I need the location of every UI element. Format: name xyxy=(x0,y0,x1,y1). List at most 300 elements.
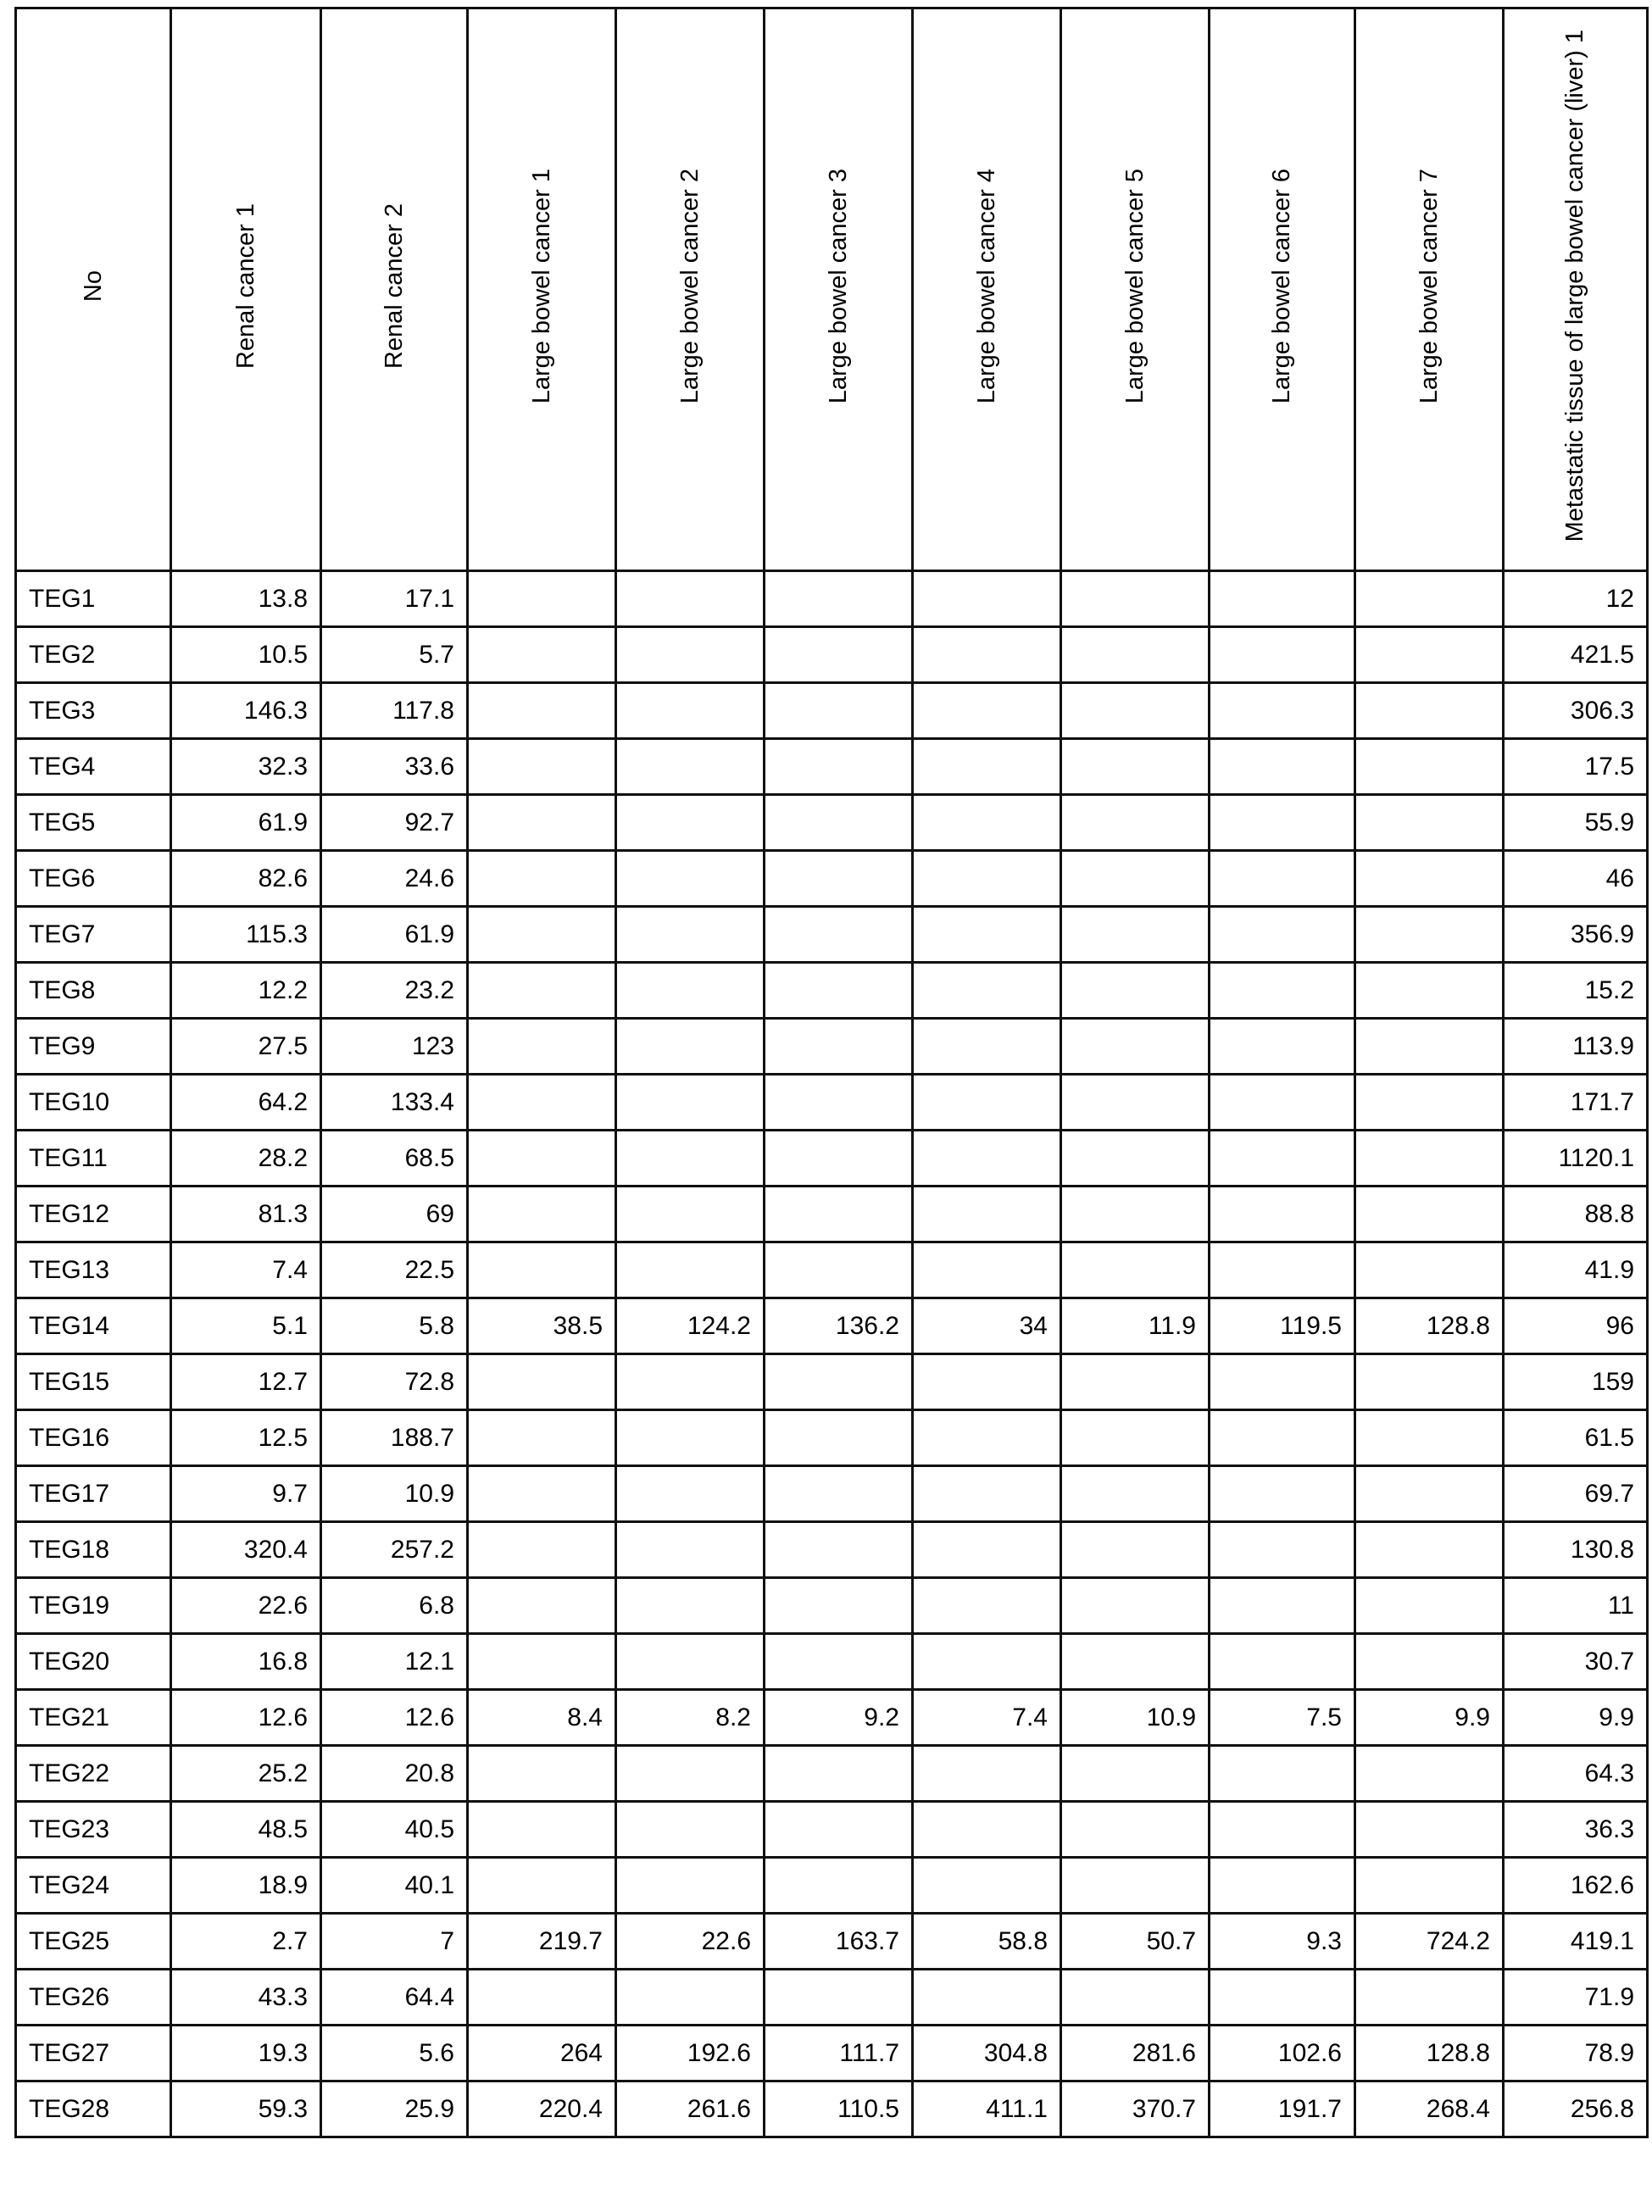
value-cell xyxy=(913,1858,1061,1914)
column-header-label: Renal cancer 2 xyxy=(379,203,409,369)
value-cell: 36.3 xyxy=(1504,1802,1648,1858)
value-cell xyxy=(468,963,616,1019)
value-cell xyxy=(913,907,1061,963)
value-cell xyxy=(1355,739,1504,795)
value-cell: 9.3 xyxy=(1210,1914,1355,1970)
value-cell xyxy=(468,627,616,683)
table-row xyxy=(16,1578,1648,1634)
column-header-label: No xyxy=(78,270,108,302)
value-cell xyxy=(1061,963,1210,1019)
value-cell xyxy=(468,1970,616,2026)
value-cell xyxy=(468,1634,616,1690)
value-cell: 12.5 xyxy=(171,1410,321,1466)
row-id-cell: TEG24 xyxy=(16,1858,171,1914)
value-cell xyxy=(913,795,1061,851)
value-cell: 5.6 xyxy=(321,2026,468,2081)
value-cell: 19.3 xyxy=(171,2026,321,2081)
value-cell xyxy=(765,1410,913,1466)
value-cell: 10.5 xyxy=(171,627,321,683)
value-cell xyxy=(616,1634,765,1690)
value-cell xyxy=(1210,1410,1355,1466)
row-id-cell: TEG11 xyxy=(16,1131,171,1187)
value-cell xyxy=(913,1075,1061,1131)
value-cell xyxy=(913,1578,1061,1634)
value-cell xyxy=(616,1075,765,1131)
table-row xyxy=(16,907,1648,963)
value-cell xyxy=(913,1466,1061,1522)
value-cell xyxy=(913,683,1061,739)
table-row xyxy=(16,683,1648,739)
row-id-cell: TEG27 xyxy=(16,2026,171,2081)
row-id-cell: TEG4 xyxy=(16,739,171,795)
column-header-label: Large bowel cancer 1 xyxy=(526,169,557,403)
value-cell xyxy=(468,1522,616,1578)
value-cell xyxy=(1061,739,1210,795)
table-row xyxy=(16,851,1648,907)
table-row xyxy=(16,1242,1648,1298)
value-cell: 136.2 xyxy=(765,1298,913,1354)
table-row xyxy=(16,1019,1648,1075)
value-cell: 69 xyxy=(321,1187,468,1242)
value-cell xyxy=(765,1746,913,1802)
value-cell: 117.8 xyxy=(321,683,468,739)
value-cell xyxy=(765,907,913,963)
value-cell: 12.7 xyxy=(171,1354,321,1410)
value-cell: 71.9 xyxy=(1504,1970,1648,2026)
value-cell: 130.8 xyxy=(1504,1522,1648,1578)
value-cell xyxy=(765,683,913,739)
value-cell: 28.2 xyxy=(171,1131,321,1187)
value-cell xyxy=(1355,1242,1504,1298)
value-cell xyxy=(1210,1578,1355,1634)
value-cell: 356.9 xyxy=(1504,907,1648,963)
table-row xyxy=(16,1970,1648,2026)
value-cell: 268.4 xyxy=(1355,2081,1504,2137)
table-row xyxy=(16,963,1648,1019)
value-cell: 724.2 xyxy=(1355,1914,1504,1970)
value-cell: 22.6 xyxy=(171,1578,321,1634)
value-cell: 10.9 xyxy=(321,1466,468,1522)
row-id-cell: TEG23 xyxy=(16,1802,171,1858)
value-cell xyxy=(1061,1466,1210,1522)
table-row xyxy=(16,1522,1648,1578)
value-cell xyxy=(468,1187,616,1242)
value-cell xyxy=(1061,1075,1210,1131)
value-cell: 10.9 xyxy=(1061,1690,1210,1746)
table-row xyxy=(16,1187,1648,1242)
value-cell xyxy=(1210,1634,1355,1690)
value-cell xyxy=(616,795,765,851)
value-cell xyxy=(1355,1746,1504,1802)
value-cell: 102.6 xyxy=(1210,2026,1355,2081)
value-cell: 81.3 xyxy=(171,1187,321,1242)
value-cell: 12.6 xyxy=(321,1690,468,1746)
value-cell xyxy=(913,1802,1061,1858)
value-cell: 88.8 xyxy=(1504,1187,1648,1242)
value-cell: 9.9 xyxy=(1355,1690,1504,1746)
value-cell: 123 xyxy=(321,1019,468,1075)
row-id-cell: TEG5 xyxy=(16,795,171,851)
value-cell xyxy=(616,1410,765,1466)
row-id-cell: TEG12 xyxy=(16,1187,171,1242)
value-cell xyxy=(1210,851,1355,907)
value-cell xyxy=(1061,1019,1210,1075)
value-cell xyxy=(1061,683,1210,739)
row-id-cell: TEG28 xyxy=(16,2081,171,2137)
value-cell: 6.8 xyxy=(321,1578,468,1634)
value-cell: 1120.1 xyxy=(1504,1131,1648,1187)
value-cell: 8.4 xyxy=(468,1690,616,1746)
value-cell xyxy=(1355,963,1504,1019)
value-cell xyxy=(765,1634,913,1690)
value-cell xyxy=(1210,907,1355,963)
value-cell: 128.8 xyxy=(1355,1298,1504,1354)
value-cell xyxy=(1355,683,1504,739)
row-id-cell: TEG14 xyxy=(16,1298,171,1354)
value-cell: 411.1 xyxy=(913,2081,1061,2137)
value-cell xyxy=(1061,1187,1210,1242)
row-id-cell: TEG16 xyxy=(16,1410,171,1466)
column-header-label: Large bowel cancer 5 xyxy=(1120,169,1150,403)
value-cell xyxy=(765,1187,913,1242)
value-cell xyxy=(616,963,765,1019)
row-id-cell: TEG17 xyxy=(16,1466,171,1522)
value-cell: 12.1 xyxy=(321,1634,468,1690)
value-cell: 23.2 xyxy=(321,963,468,1019)
value-cell xyxy=(765,1019,913,1075)
value-cell: 43.3 xyxy=(171,1970,321,2026)
value-cell xyxy=(1355,1019,1504,1075)
value-cell xyxy=(913,851,1061,907)
value-cell xyxy=(468,683,616,739)
value-cell xyxy=(1210,1242,1355,1298)
value-cell xyxy=(1061,1354,1210,1410)
value-cell xyxy=(468,795,616,851)
value-cell xyxy=(1210,1466,1355,1522)
value-cell xyxy=(468,1075,616,1131)
value-cell xyxy=(1210,795,1355,851)
value-cell: 22.5 xyxy=(321,1242,468,1298)
value-cell xyxy=(1210,1858,1355,1914)
value-cell xyxy=(1355,851,1504,907)
value-cell xyxy=(616,1578,765,1634)
row-id-cell: TEG20 xyxy=(16,1634,171,1690)
value-cell: 30.7 xyxy=(1504,1634,1648,1690)
value-cell xyxy=(468,571,616,627)
value-cell: 421.5 xyxy=(1504,627,1648,683)
value-cell: 82.6 xyxy=(171,851,321,907)
value-cell xyxy=(913,963,1061,1019)
value-cell xyxy=(913,571,1061,627)
value-cell xyxy=(616,1858,765,1914)
value-cell: 370.7 xyxy=(1061,2081,1210,2137)
value-cell: 11 xyxy=(1504,1578,1648,1634)
value-cell xyxy=(765,1970,913,2026)
value-cell: 7.4 xyxy=(171,1242,321,1298)
row-id-cell: TEG10 xyxy=(16,1075,171,1131)
value-cell xyxy=(1210,683,1355,739)
value-cell: 119.5 xyxy=(1210,1298,1355,1354)
value-cell xyxy=(913,1131,1061,1187)
table-row xyxy=(16,1298,1648,1354)
column-header xyxy=(1061,8,1210,571)
table-row xyxy=(16,2026,1648,2081)
value-cell: 92.7 xyxy=(321,795,468,851)
value-cell xyxy=(468,1746,616,1802)
value-cell: 27.5 xyxy=(171,1019,321,1075)
value-cell: 7.5 xyxy=(1210,1690,1355,1746)
value-cell: 257.2 xyxy=(321,1522,468,1578)
column-header xyxy=(765,8,913,571)
value-cell: 9.7 xyxy=(171,1466,321,1522)
value-cell xyxy=(616,1019,765,1075)
column-header xyxy=(616,8,765,571)
value-cell: 18.9 xyxy=(171,1858,321,1914)
value-cell xyxy=(765,571,913,627)
value-cell: 163.7 xyxy=(765,1914,913,1970)
value-cell: 61.5 xyxy=(1504,1410,1648,1466)
value-cell xyxy=(1210,1187,1355,1242)
table-row xyxy=(16,1131,1648,1187)
value-cell xyxy=(913,739,1061,795)
value-cell: 25.2 xyxy=(171,1746,321,1802)
row-id-cell: TEG22 xyxy=(16,1746,171,1802)
value-cell xyxy=(468,1858,616,1914)
value-cell: 61.9 xyxy=(171,795,321,851)
value-cell xyxy=(1210,1970,1355,2026)
value-cell xyxy=(1061,571,1210,627)
value-cell: 16.8 xyxy=(171,1634,321,1690)
table-row xyxy=(16,1410,1648,1466)
value-cell xyxy=(1355,1802,1504,1858)
value-cell xyxy=(913,1019,1061,1075)
value-cell: 20.8 xyxy=(321,1746,468,1802)
value-cell: 9.2 xyxy=(765,1690,913,1746)
value-cell: 96 xyxy=(1504,1298,1648,1354)
value-cell: 48.5 xyxy=(171,1802,321,1858)
value-cell xyxy=(1355,907,1504,963)
table-row xyxy=(16,571,1648,627)
value-cell: 11.9 xyxy=(1061,1298,1210,1354)
value-cell xyxy=(1061,795,1210,851)
value-cell xyxy=(1355,1131,1504,1187)
value-cell xyxy=(765,1802,913,1858)
value-cell: 5.7 xyxy=(321,627,468,683)
value-cell: 110.5 xyxy=(765,2081,913,2137)
value-cell xyxy=(616,683,765,739)
value-cell: 64.2 xyxy=(171,1075,321,1131)
value-cell: 264 xyxy=(468,2026,616,2081)
value-cell xyxy=(1355,1858,1504,1914)
value-cell xyxy=(468,1242,616,1298)
value-cell: 162.6 xyxy=(1504,1858,1648,1914)
value-cell xyxy=(616,1522,765,1578)
value-cell xyxy=(1210,1746,1355,1802)
value-cell: 12.2 xyxy=(171,963,321,1019)
value-cell xyxy=(765,1858,913,1914)
value-cell xyxy=(1210,1019,1355,1075)
value-cell: 220.4 xyxy=(468,2081,616,2137)
value-cell: 256.8 xyxy=(1504,2081,1648,2137)
value-cell xyxy=(1210,1522,1355,1578)
row-id-cell: TEG25 xyxy=(16,1914,171,1970)
value-cell: 72.8 xyxy=(321,1354,468,1410)
row-id-cell: TEG26 xyxy=(16,1970,171,2026)
value-cell xyxy=(913,1354,1061,1410)
table-row xyxy=(16,1075,1648,1131)
column-header xyxy=(1504,8,1648,571)
value-cell xyxy=(1355,627,1504,683)
value-cell: 2.7 xyxy=(171,1914,321,1970)
value-cell xyxy=(616,1187,765,1242)
value-cell: 59.3 xyxy=(171,2081,321,2137)
value-cell xyxy=(1355,1410,1504,1466)
column-header-label: Renal cancer 1 xyxy=(231,203,261,369)
value-cell: 25.9 xyxy=(321,2081,468,2137)
value-cell xyxy=(616,1354,765,1410)
row-id-cell: TEG2 xyxy=(16,627,171,683)
column-header xyxy=(468,8,616,571)
value-cell xyxy=(1061,627,1210,683)
column-header xyxy=(913,8,1061,571)
row-id-cell: TEG15 xyxy=(16,1354,171,1410)
value-cell xyxy=(616,907,765,963)
value-cell: 306.3 xyxy=(1504,683,1648,739)
value-cell xyxy=(468,1131,616,1187)
value-cell xyxy=(1061,1522,1210,1578)
value-cell: 124.2 xyxy=(616,1298,765,1354)
value-cell: 192.6 xyxy=(616,2026,765,2081)
value-cell xyxy=(616,851,765,907)
value-cell xyxy=(1061,1131,1210,1187)
row-id-cell: TEG6 xyxy=(16,851,171,907)
value-cell xyxy=(1355,795,1504,851)
value-cell xyxy=(1061,1746,1210,1802)
value-cell xyxy=(468,1019,616,1075)
table-row xyxy=(16,627,1648,683)
value-cell xyxy=(468,1578,616,1634)
value-cell: 159 xyxy=(1504,1354,1648,1410)
table-body xyxy=(16,571,1648,2137)
value-cell: 191.7 xyxy=(1210,2081,1355,2137)
value-cell xyxy=(468,907,616,963)
value-cell xyxy=(765,1131,913,1187)
value-cell xyxy=(765,1578,913,1634)
value-cell xyxy=(765,627,913,683)
value-cell: 34 xyxy=(913,1298,1061,1354)
value-cell: 7 xyxy=(321,1914,468,1970)
value-cell xyxy=(1355,571,1504,627)
value-cell xyxy=(1355,1970,1504,2026)
value-cell: 171.7 xyxy=(1504,1075,1648,1131)
table-row xyxy=(16,1746,1648,1802)
value-cell: 12.6 xyxy=(171,1690,321,1746)
value-cell xyxy=(1061,1410,1210,1466)
value-cell xyxy=(765,1354,913,1410)
value-cell: 55.9 xyxy=(1504,795,1648,851)
value-cell: 24.6 xyxy=(321,851,468,907)
value-cell: 46 xyxy=(1504,851,1648,907)
row-id-cell: TEG8 xyxy=(16,963,171,1019)
value-cell: 320.4 xyxy=(171,1522,321,1578)
value-cell xyxy=(616,1242,765,1298)
value-cell xyxy=(913,1634,1061,1690)
value-cell xyxy=(1355,1187,1504,1242)
row-id-cell: TEG13 xyxy=(16,1242,171,1298)
value-cell xyxy=(1061,1578,1210,1634)
column-header xyxy=(1210,8,1355,571)
column-header xyxy=(16,8,171,571)
value-cell xyxy=(1210,739,1355,795)
table-row xyxy=(16,1466,1648,1522)
table-row xyxy=(16,795,1648,851)
value-cell: 22.6 xyxy=(616,1914,765,1970)
value-cell xyxy=(616,1970,765,2026)
column-header xyxy=(1355,8,1504,571)
value-cell: 12 xyxy=(1504,571,1648,627)
row-id-cell: TEG1 xyxy=(16,571,171,627)
value-cell xyxy=(1061,1802,1210,1858)
value-cell xyxy=(1210,963,1355,1019)
value-cell: 33.6 xyxy=(321,739,468,795)
value-cell: 133.4 xyxy=(321,1075,468,1131)
value-cell xyxy=(468,1354,616,1410)
value-cell xyxy=(913,1746,1061,1802)
value-cell: 5.8 xyxy=(321,1298,468,1354)
value-cell xyxy=(1061,1634,1210,1690)
value-cell: 5.1 xyxy=(171,1298,321,1354)
value-cell xyxy=(1210,1131,1355,1187)
value-cell xyxy=(468,1410,616,1466)
value-cell: 13.8 xyxy=(171,571,321,627)
value-cell: 188.7 xyxy=(321,1410,468,1466)
value-cell xyxy=(913,1522,1061,1578)
table-row xyxy=(16,739,1648,795)
value-cell: 261.6 xyxy=(616,2081,765,2137)
value-cell xyxy=(913,1187,1061,1242)
value-cell: 41.9 xyxy=(1504,1242,1648,1298)
value-cell: 304.8 xyxy=(913,2026,1061,2081)
value-cell xyxy=(765,851,913,907)
value-cell xyxy=(1061,1858,1210,1914)
value-cell xyxy=(1210,571,1355,627)
value-cell: 219.7 xyxy=(468,1914,616,1970)
value-cell xyxy=(468,1802,616,1858)
value-cell: 281.6 xyxy=(1061,2026,1210,2081)
value-cell xyxy=(765,1466,913,1522)
value-cell: 17.5 xyxy=(1504,739,1648,795)
row-id-cell: TEG18 xyxy=(16,1522,171,1578)
value-cell xyxy=(616,1466,765,1522)
column-header-label: Large bowel cancer 4 xyxy=(971,169,1002,403)
value-cell xyxy=(765,1242,913,1298)
table-row xyxy=(16,1634,1648,1690)
value-cell xyxy=(1210,627,1355,683)
value-cell: 111.7 xyxy=(765,2026,913,2081)
value-cell xyxy=(616,1131,765,1187)
value-cell xyxy=(1355,1522,1504,1578)
value-cell: 146.3 xyxy=(171,683,321,739)
value-cell xyxy=(1210,1802,1355,1858)
value-cell xyxy=(1355,1075,1504,1131)
value-cell: 17.1 xyxy=(321,571,468,627)
value-cell xyxy=(765,1522,913,1578)
value-cell: 8.2 xyxy=(616,1690,765,1746)
value-cell xyxy=(1061,1242,1210,1298)
value-cell xyxy=(468,739,616,795)
value-cell xyxy=(468,851,616,907)
column-header-label: Large bowel cancer 6 xyxy=(1266,169,1297,403)
